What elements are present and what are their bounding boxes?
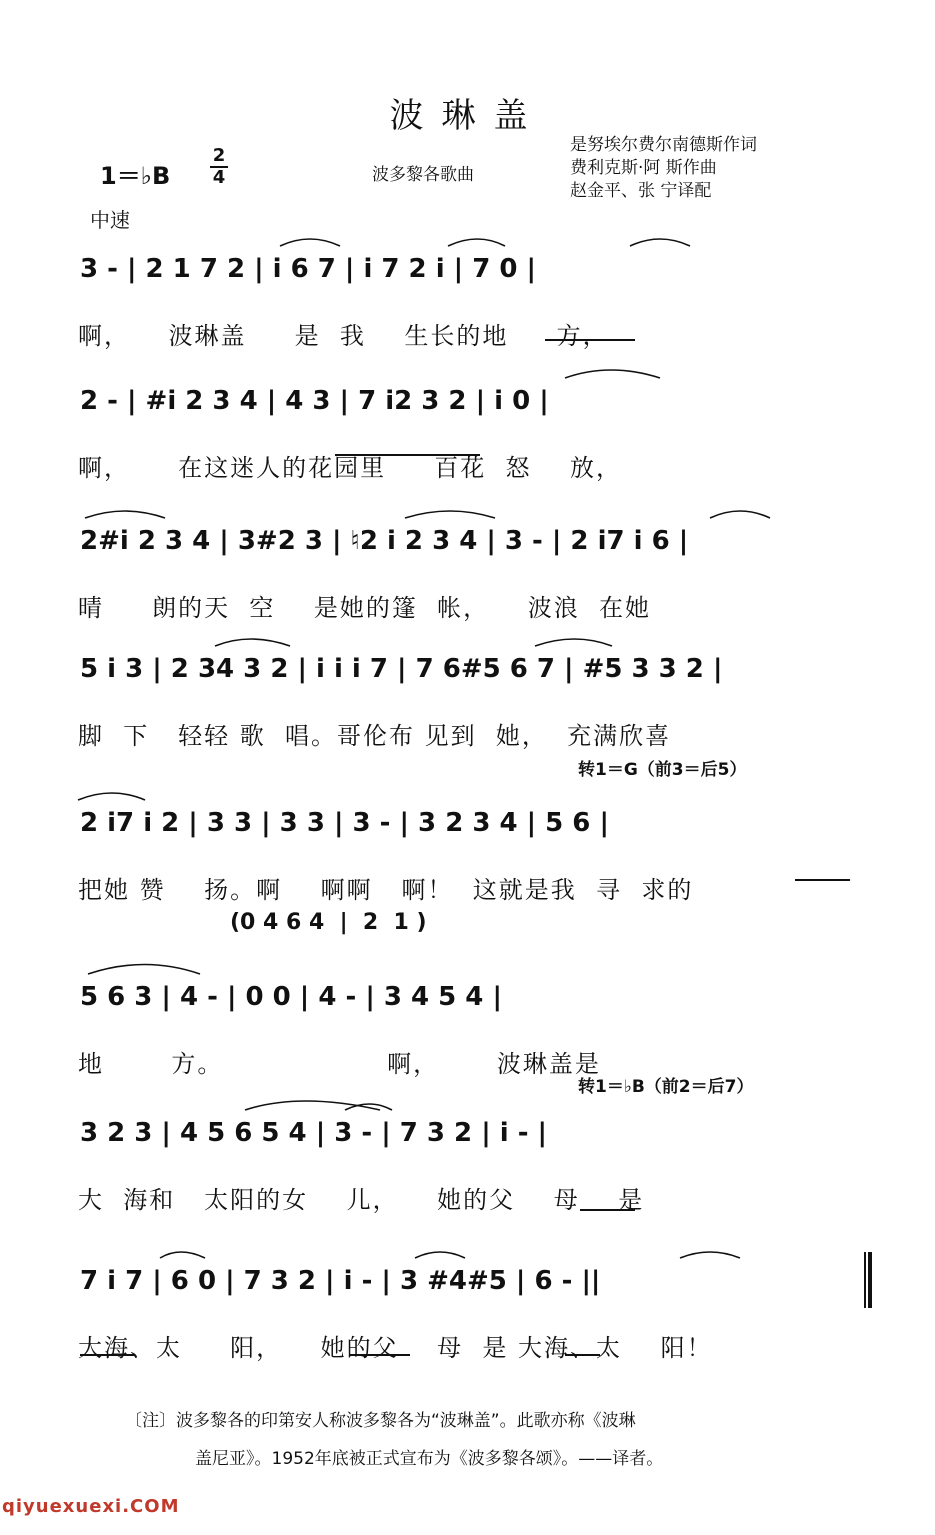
footnote <box>125 1402 885 1478</box>
song-title: 波琳盖 <box>389 96 546 136</box>
meter-top: 2 <box>212 145 226 166</box>
notation-line: 2 i7 i 2 | 3 3 | 3 3 | 3 - | 3 2 3 4 | 5 6 | <box>80 808 609 838</box>
footnote-line-1: 〔注〕波多黎各的印第安人称波多黎各为“波琳盖”。此歌亦称《波琳 <box>125 1411 636 1431</box>
meter-bottom: 4 <box>212 167 226 188</box>
notation-line: 2 - | #i 2 3 4 | 4 3 | 7 i2 3 2 | i 0 | <box>80 386 549 416</box>
instrumental-intro: (0 4 6 4 | 2 1 ) <box>230 910 427 935</box>
site-watermark: qiyuexuexi.COM <box>2 1496 180 1517</box>
notation-line: 2#i 2 3 4 | 3#2 3 | ♮2 i 2 3 4 | 3 - | 2 i7 i 6 | <box>80 526 689 556</box>
lyric-line: 大 海和 太阳的女 儿， 她的父 母 是 <box>78 1186 645 1214</box>
song-genre: 波多黎各歌曲 <box>372 165 474 185</box>
footnote-label: 〔注〕 <box>125 1411 176 1431</box>
lyric-line: 把她 赞 扬。啊 啊啊 啊！ 这就是我 寻 求的 <box>78 876 694 904</box>
tempo-marking: 中速 <box>90 208 130 232</box>
modulation-1: 转1＝G（前3＝后5） <box>578 760 747 780</box>
notation-line: 5 6 3 | 4 - | 0 0 | 4 - | 3 4 5 4 | <box>80 982 502 1012</box>
footnote-line-2: 盖尼亚》。1952年底被正式宣布为《波多黎各颂》。——译者。 <box>195 1449 664 1469</box>
key-signature: 1＝♭B <box>100 162 171 190</box>
modulation-2: 转1＝♭B（前2＝后7） <box>578 1077 754 1097</box>
lyric-line: 晴 朗的天 空 是她的篷 帐， 波浪 在她 <box>78 594 651 622</box>
translator-credit: 赵金平、张 宁译配 <box>570 181 712 201</box>
lyric-line: 啊， 波琳盖 是 我 生长的地 方， <box>78 322 609 350</box>
lyric-line: 脚 下 轻轻 歌 唱。哥伦布 见到 她， 充满欣喜 <box>78 722 672 750</box>
notation-line: 5 i 3 | 2 34 3 2 | i i i 7 | 7 6#5 6 7 | #5 3 3 2 | <box>80 654 723 684</box>
lyricist-credit: 是努埃尔费尔南德斯作词 <box>570 135 757 155</box>
notation-line: 3 - | 2 1 7 2 | i 6 7 | i 7 2 i | 7 0 | <box>80 254 536 284</box>
lyric-line: 大海、太 阳， 她的父 母 是 大海、太 阳！ <box>78 1334 713 1362</box>
notation-line: 3 2 3 | 4 5 6 5 4 | 3 - | 7 3 2 | i - | <box>80 1118 548 1148</box>
composer-credit: 费利克斯·阿 斯作曲 <box>570 158 717 178</box>
lyric-line: 地 方。 啊， 波琳盖是 <box>78 1050 601 1078</box>
lyric-line: 啊， 在这迷人的花园里 百花 怒 放， <box>78 454 623 482</box>
notation-line: 7 i 7 | 6 0 | 7 3 2 | i - | 3 #4#5 | 6 - || <box>80 1266 601 1296</box>
